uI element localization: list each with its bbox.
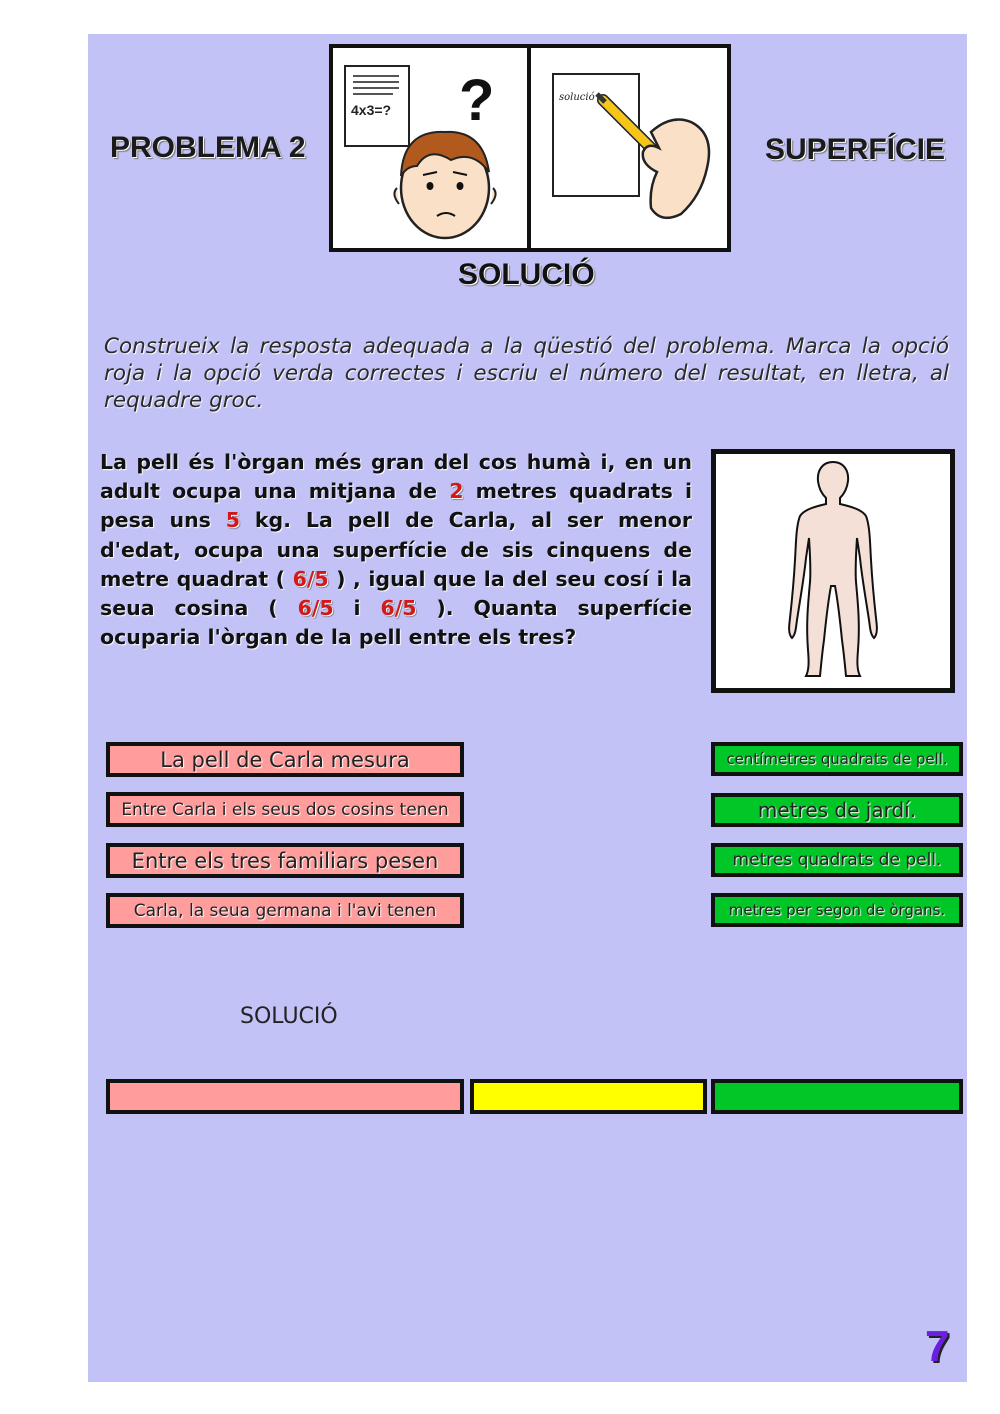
green-option-2[interactable]: metres de jardí. — [711, 793, 963, 827]
pictogram-writing — [527, 44, 731, 252]
fraction-carla: 6/5 — [292, 566, 329, 591]
green-option-1[interactable]: centímetres quadrats de pell. — [711, 742, 963, 776]
writing-hand-icon — [531, 48, 727, 248]
red-option-4[interactable]: Carla, la seua germana i l'avi tenen — [106, 893, 464, 928]
answer-red-box[interactable] — [106, 1079, 464, 1114]
human-body-image — [711, 449, 955, 693]
number-adult-area: 2 — [449, 479, 464, 504]
topic-title: SUPERFÍCIE — [765, 133, 946, 166]
solution-label: SOLUCIÓ — [240, 1004, 338, 1029]
page-number: 7 — [925, 1322, 950, 1371]
svg-text:?: ? — [459, 68, 495, 133]
picto-solution-text: solució — [559, 92, 595, 103]
red-option-3[interactable]: Entre els tres familiars pesen — [106, 843, 464, 878]
green-option-3[interactable]: metres quadrats de pell. — [711, 843, 963, 877]
pictogram-thinking — [329, 44, 531, 252]
instructions-text: Construeix la resposta adequada a la qüestió del problema. Marca la opció roja i la opció verda correctes i escriu el número del resultat, en lletra, al requadre groc. — [104, 334, 949, 413]
problem-title: PROBLEMA 2 — [110, 131, 306, 164]
red-option-2[interactable]: Entre Carla i els seus dos cosins tenen — [106, 792, 464, 827]
picto-math-text: 4x3=? — [351, 102, 392, 118]
number-weight: 5 — [225, 508, 241, 533]
fraction-cousin-2: 6/5 — [380, 596, 417, 621]
red-option-1[interactable]: La pell de Carla mesura — [106, 742, 464, 777]
green-option-4[interactable]: metres per segon de òrgans. — [711, 893, 963, 927]
human-body-icon — [716, 454, 950, 688]
fraction-cousin-1: 6/5 — [297, 596, 334, 621]
solution-heading: SOLUCIÓ — [458, 258, 595, 291]
child-thinking-icon — [333, 48, 527, 248]
answer-yellow-input[interactable] — [470, 1079, 707, 1114]
problem-statement: La pell és l'òrgan més gran del cos humà i, en un adult ocupa una mitjana de 2 metres quadrats i pesa uns 5 kg. La pell de Carla, al ser menor d'edat, ocupa una superfície de sis cinquens de metre quadrat ( 6/5 ) , igual que la del seu cosí i la seua cosina ( 6/5 i 6/5 ). Quanta superfície ocuparia l'òrgan de la pell entre els tres? — [100, 450, 693, 650]
answer-green-box[interactable] — [711, 1079, 963, 1114]
